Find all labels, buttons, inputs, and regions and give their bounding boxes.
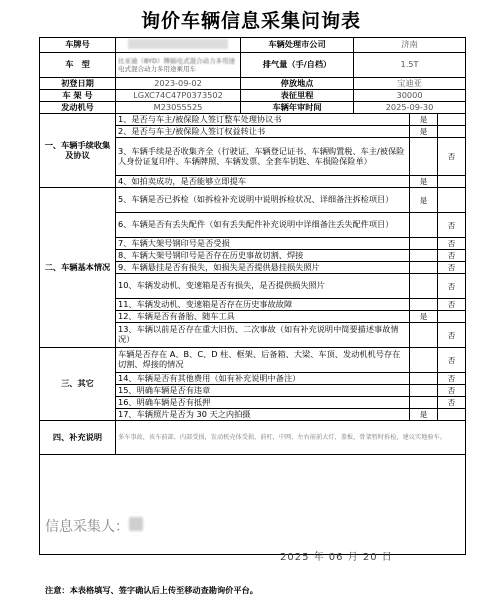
answer-yes [410,373,438,385]
section-4-label: 四、补充说明 [40,421,116,455]
question-row: 3、车辆手续是否收集齐全（行驶证、车辆登记证书、车辆购置税、车主/被保险人身份证复印件、车辆牌照、车辆发票、全套车钥匙、车损险保险单） [116,138,410,176]
answer-no: 否 [438,348,466,373]
question-row: 4、如拍卖成功，是否能够立即提车 [116,176,410,188]
question-row: 17、车辆照片是否为 30 天之内拍摄 [116,409,410,421]
inspect-value: 2025-09-30 [354,102,466,114]
answer-yes [410,213,438,238]
question-row: 2、是否与车主/被保险人签订权益转让书 [116,126,410,138]
answer-no [438,126,466,138]
answer-yes [410,385,438,397]
answer-no: 否 [438,373,466,385]
answer-no: 否 [438,385,466,397]
answer-no: 否 [438,299,466,311]
inquiry-table [39,37,466,555]
mileage-value: 30000 [354,90,466,102]
company-value: 济南 [354,38,466,53]
company-label: 车辆处理市公司 [241,38,354,53]
model-value: 比亚迪（BYD）牌插电式混合动力多用途 电式混合动力多用途乘用车 [116,53,241,78]
answer-yes: 是 [410,176,438,188]
question-row: 7、车辆大架号钢印号是否受损 [116,238,410,250]
answer-yes: 是 [410,188,438,213]
footer-note: 注意：本表格填写、签字确认后上传至移动查勘询价平台。 [45,585,258,595]
question-row: 车辆是否存在 A、B、C、D 柱、框架、后备箱、大梁、车顶、发动机机号存在切割、焊接的情况 [116,348,410,373]
question-row: 13、车辆以前是否存在重大旧伤、二次事故（如有补充说明中简要描述事故情况） [116,323,410,348]
answer-no: 否 [438,138,466,176]
answer-no [438,176,466,188]
answer-no: 否 [438,397,466,409]
displacement-label: 排气量（手/自档） [241,53,354,78]
question-row: 6、车辆是否有丢失配件（如有丢失配件补充说明中详细备注丢失配件项目） [116,213,410,238]
model-label: 车 型 [40,53,116,78]
vin-value: LGXC74C47P0373502 [116,90,241,102]
question-row: 15、明确车辆是否有违章 [116,385,410,397]
answer-no: 否 [438,274,466,299]
answer-no: 否 [438,262,466,274]
question-row: 9、车辆悬挂是否有损失，如损失是否提供悬挂损失照片 [116,262,410,274]
answer-no: 否 [438,323,466,348]
engine-label: 发动机号 [40,102,116,114]
reg-date-value: 2023-09-02 [116,78,241,90]
displacement-value: 1.5T [354,53,466,78]
mileage-label: 表征里程 [241,90,354,102]
answer-yes [410,238,438,250]
question-row: 16、明确车辆是否有抵押 [116,397,410,409]
answer-no [438,311,466,323]
question-row: 10、车辆发动机、变速箱是否有损失，是否提供损失照片 [116,274,410,299]
question-row: 11、车辆发动机、变速箱是否存在历史事故故障 [116,299,410,311]
answer-yes: 是 [410,126,438,138]
answer-no [438,114,466,126]
answer-yes [410,138,438,176]
answer-yes [410,262,438,274]
answer-yes [410,299,438,311]
answer-no: 否 [438,238,466,250]
question-row: 1、是否与车主/被保险人签订整车处理协议书 [116,114,410,126]
signature-area [40,455,466,555]
inspect-label: 车辆年审时间 [241,102,354,114]
answer-no: 否 [438,213,466,238]
section-2-label: 二、车辆基本情况 [40,188,116,348]
park-value: 宝迪亚 [354,78,466,90]
engine-value: M23055525 [116,102,241,114]
answer-yes: 是 [410,114,438,126]
section-3-label: 三、其它 [40,348,116,421]
answer-yes [410,250,438,262]
supplement-text: 多车事故，该车前部、内部受损，发动机壳体受损，前杠，中网，左右前前大灯，盖板，骨架暂时拆检，建议实地验车。 [116,421,466,455]
answer-no [438,188,466,213]
plate-label: 车牌号 [40,38,116,53]
answer-yes: 是 [410,409,438,421]
collector-label: 信息采集人： [45,519,129,535]
answer-yes: 是 [410,311,438,323]
answer-yes [410,274,438,299]
vin-label: 车 架 号 [40,90,116,102]
form-title: 询价车辆信息采集问询表 [140,10,361,32]
answer-no [438,409,466,421]
park-label: 停放地点 [241,78,354,90]
question-row: 8、车辆大架号钢印号是否存在历史事故切割、焊接 [116,250,410,262]
plate-value [116,38,241,53]
section-1-label: 一、车辆手续收集及协议 [40,114,116,188]
question-row: 14、车辆是否有其他费用（如有补充说明中备注） [116,373,410,385]
question-row: 12、车辆是否有备胎、随车工具 [116,311,410,323]
collector-signature [129,517,143,531]
answer-no: 否 [438,250,466,262]
answer-yes [410,323,438,348]
question-row: 5、车辆是否已拆检（如拆检补充说明中说明拆检状况、详细备注拆检项目） [116,188,410,213]
reg-date-label: 初登日期 [40,78,116,90]
answer-yes [410,348,438,373]
sign-date: 2025 年 06 月 20 日 [280,552,393,563]
answer-yes [410,397,438,409]
